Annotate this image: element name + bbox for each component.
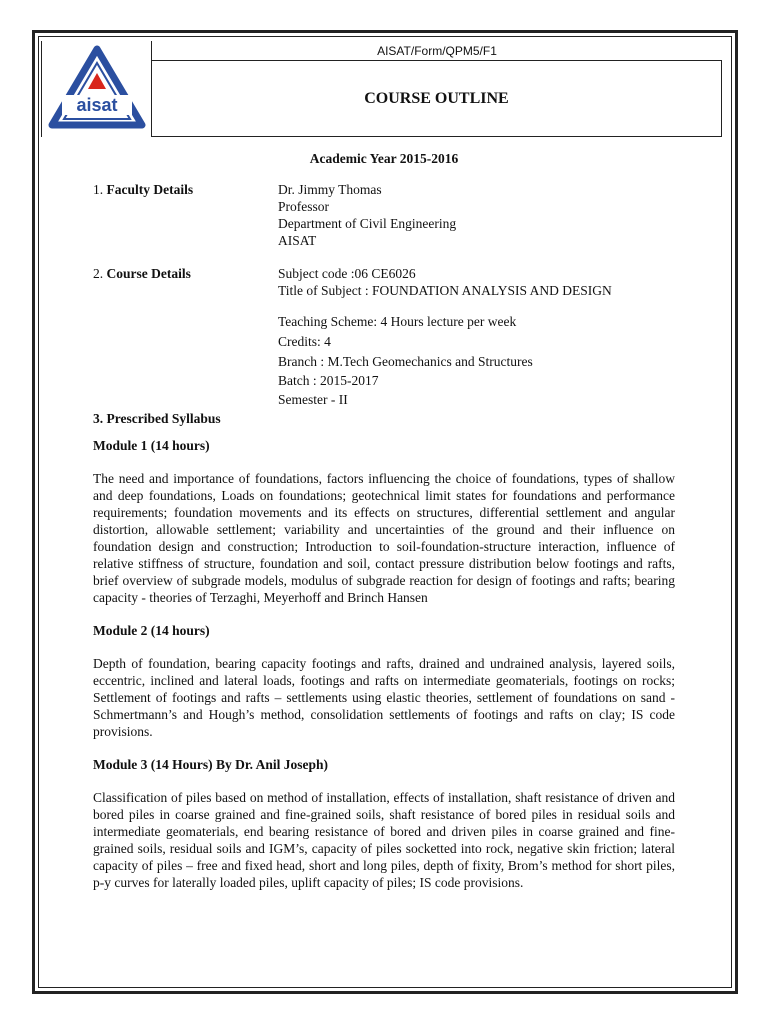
faculty-label: Faculty Details xyxy=(106,182,194,197)
syllabus-heading: 3. Prescribed Syllabus xyxy=(93,411,221,426)
academic-year: Academic Year 2015-2016 xyxy=(309,151,459,166)
faculty-number: 1. xyxy=(93,182,104,197)
module-1-text: The need and importance of foundations, factors influencing the choice of foundations, types of shallow and deep foundations, Loads on foundations; geotechnical limit states for foundations and performance requirements; foundation movements and its effects on structures, differential settlement and angular distortion, allowable settlement; variability and uncertainties of the ground and their influence on foundation design and construction; Introduction to soil-foundation-structure interaction, influence of relative stiffness of structure, foundation and soil, contact pressure distribution below footings and rafts, brief overview of subgrade models, modulus of subgrade reaction for design of footings and rafts; bearing capacity - theories of Terzaghi, Meyerhoff and Brinch Hansen xyxy=(93,471,675,605)
branch: Branch : M.Tech Geomechanics and Structures xyxy=(278,354,533,369)
subject-title: Title of Subject : FOUNDATION ANALYSIS AND DESIGN xyxy=(278,283,612,298)
semester: Semester - II xyxy=(278,392,348,407)
document-body xyxy=(93,146,675,891)
faculty-name: Dr. Jimmy Thomas xyxy=(278,182,382,197)
form-code: AISAT/Form/QPM5/F1 xyxy=(152,41,722,61)
faculty-details xyxy=(93,181,675,249)
faculty-details-label xyxy=(93,181,278,249)
faculty-department: Department of Civil Engineering xyxy=(278,216,457,231)
faculty-institution: AISAT xyxy=(278,233,317,248)
aisat-logo xyxy=(46,45,148,133)
document-title: COURSE OUTLINE xyxy=(152,61,722,137)
module-1-heading: Module 1 (14 hours) xyxy=(93,438,210,453)
module-2-text: Depth of foundation, bearing capacity footings and rafts, drained and undrained analysis, layered soils, eccentric, inclined and lateral loads, footings and rafts on intermediate geomaterials, footings on rocks; Settlement of footings and rafts – settlements using elastic theories, settlement of foundations on sand - Schmertmann’s and Hough’s method, consolidation settlements of footings and rafts on clay; IS code provisions. xyxy=(93,656,675,739)
course-number: 2. xyxy=(93,266,104,281)
course-details-value xyxy=(278,265,675,408)
logo-text: aisat xyxy=(76,95,118,115)
course-details-label xyxy=(93,265,278,408)
batch: Batch : 2015-2017 xyxy=(278,373,379,388)
module-2-heading: Module 2 (14 hours) xyxy=(93,623,210,638)
credits: Credits: 4 xyxy=(278,334,331,349)
logo-cell xyxy=(41,41,152,137)
module-3-heading: Module 3 (14 Hours) By Dr. Anil Joseph) xyxy=(93,757,329,772)
course-details xyxy=(93,265,675,408)
subject-code: Subject code :06 CE6026 xyxy=(278,266,416,281)
course-label: Course Details xyxy=(106,266,191,281)
faculty-details-value xyxy=(278,181,675,249)
module-3-text: Classification of piles based on method of installation, effects of installation, shaft resistance of driven and bored piles in coarse grained and fine-grained soils, shaft resistance of bored piles in residual soils and intermediate geomaterials, end bearing resistance of bored and driven piles in coarse grained and fine-grained soils, residual soils and IGM’s, capacity of piles socketted into rock, negative skin friction; lateral capacity of piles – free and fixed head, short and long piles, depth of fixity, Brom’s method for short piles, p-y curves for laterally loaded piles, uplift capacity of piles; IS code provisions. xyxy=(93,790,675,890)
faculty-designation: Professor xyxy=(278,199,329,214)
teaching-scheme: Teaching Scheme: 4 Hours lecture per week xyxy=(278,314,517,329)
document-header xyxy=(41,41,722,137)
